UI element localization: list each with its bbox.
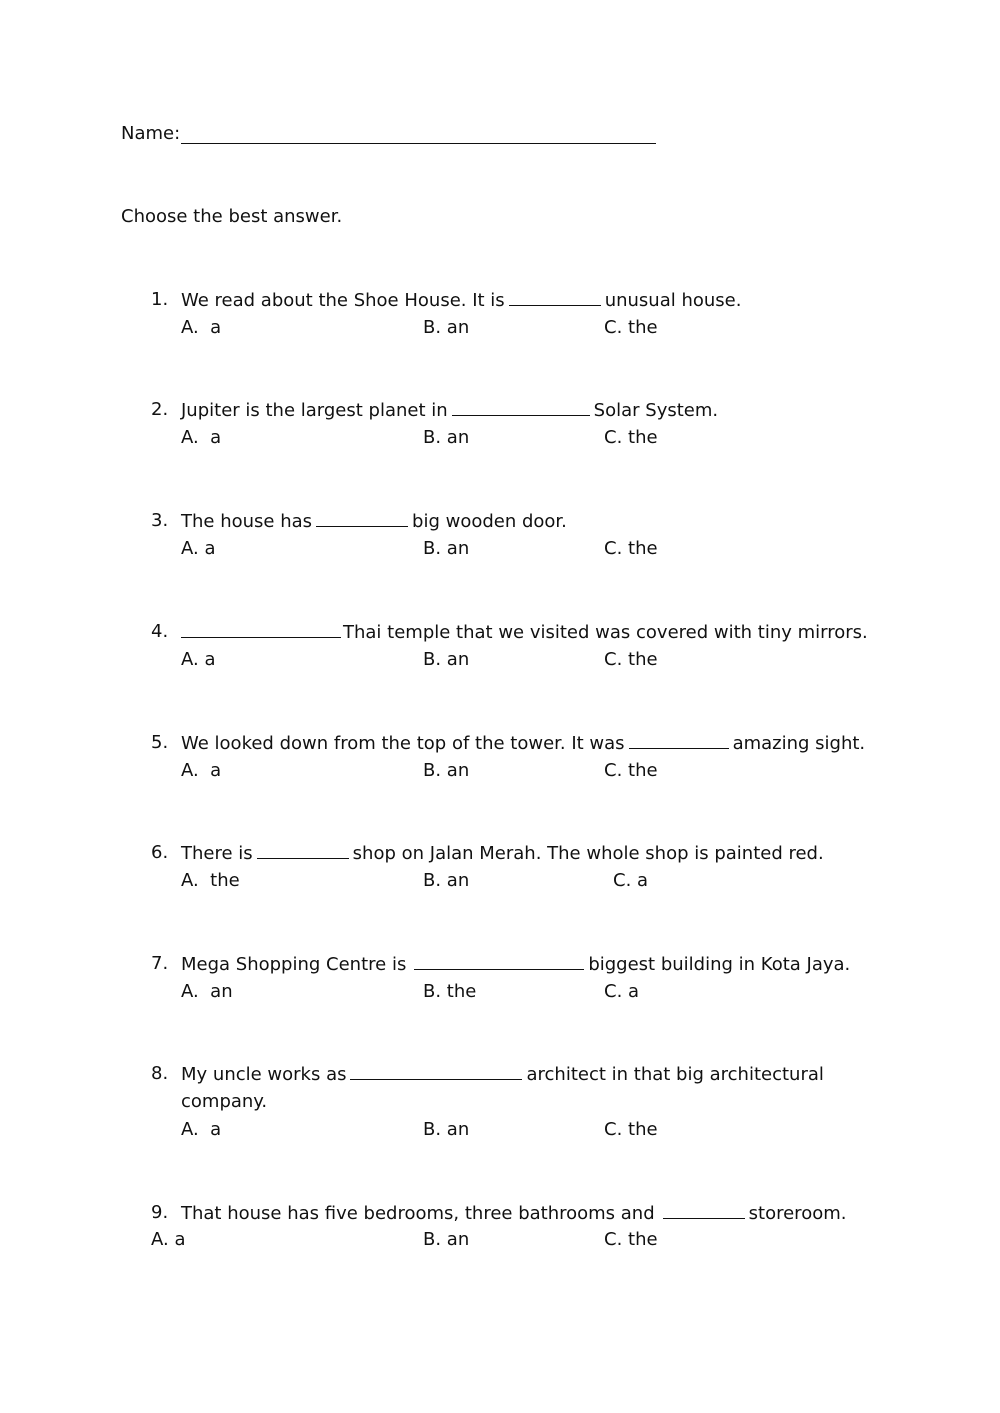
option-c[interactable]: C. the — [604, 427, 658, 448]
option-c[interactable]: C. the — [604, 1229, 658, 1250]
option-a[interactable]: A. a — [181, 760, 222, 781]
answer-blank[interactable] — [629, 731, 729, 749]
answer-blank[interactable] — [414, 952, 584, 970]
option-a[interactable]: A. an — [181, 981, 233, 1002]
question-text: We read about the Shoe House. It is unusual house. — [181, 290, 742, 311]
answer-blank[interactable] — [181, 620, 341, 638]
question-number: 7. — [151, 953, 169, 974]
option-c[interactable]: C. the — [604, 538, 658, 559]
option-a[interactable]: A. the — [181, 870, 240, 891]
option-a[interactable]: A. a — [181, 427, 222, 448]
question-number: 2. — [151, 399, 169, 420]
answer-blank[interactable] — [257, 841, 349, 859]
answer-blank[interactable] — [452, 398, 590, 416]
option-b[interactable]: B. an — [423, 538, 470, 559]
question-number: 6. — [151, 842, 169, 863]
option-b[interactable]: B. an — [423, 1229, 470, 1250]
question-number: 4. — [151, 621, 169, 642]
option-a[interactable]: A. a — [181, 649, 216, 670]
question-text: The house has big wooden door. — [181, 511, 567, 532]
option-a[interactable]: A. a — [181, 1119, 222, 1140]
question-number: 8. — [151, 1063, 169, 1084]
answer-blank[interactable] — [509, 288, 601, 306]
option-c[interactable]: C. a — [613, 870, 649, 891]
option-b[interactable]: B. an — [423, 427, 470, 448]
question-number: 9. — [151, 1202, 169, 1223]
question-text: We looked down from the top of the tower. It was amazing sight. — [181, 733, 866, 754]
question-text: There is shop on Jalan Merah. The whole shop is painted red. — [181, 843, 824, 864]
question-text-continuation: company. — [181, 1091, 268, 1112]
question-text: Thai temple that we visited was covered with tiny mirrors. — [181, 620, 868, 645]
option-b[interactable]: B. an — [423, 870, 470, 891]
name-label: Name: — [121, 123, 181, 144]
question-text: My uncle works as architect in that big architectural — [181, 1064, 824, 1085]
option-a[interactable]: A. a — [181, 317, 222, 338]
question-number: 3. — [151, 510, 169, 531]
option-b[interactable]: B. an — [423, 760, 470, 781]
option-b[interactable]: B. an — [423, 1119, 470, 1140]
answer-blank[interactable] — [316, 509, 408, 527]
option-c[interactable]: C. a — [604, 981, 640, 1002]
question-number: 1. — [151, 289, 169, 310]
question-number: 5. — [151, 732, 169, 753]
option-c[interactable]: C. the — [604, 760, 658, 781]
question-text: Mega Shopping Centre is biggest building in Kota Jaya. — [181, 954, 851, 975]
option-b[interactable]: B. an — [423, 649, 470, 670]
name-input-line[interactable] — [181, 143, 656, 144]
answer-blank[interactable] — [663, 1201, 745, 1219]
option-b[interactable]: B. an — [423, 317, 470, 338]
question-text: That house has five bedrooms, three bathrooms and storeroom. — [181, 1203, 847, 1224]
option-a[interactable]: A. a — [151, 1229, 186, 1250]
option-c[interactable]: C. the — [604, 1119, 658, 1140]
answer-blank[interactable] — [350, 1062, 522, 1080]
option-a[interactable]: A. a — [181, 538, 216, 559]
question-text: Jupiter is the largest planet in Solar System. — [181, 400, 719, 421]
option-b[interactable]: B. the — [423, 981, 477, 1002]
option-c[interactable]: C. the — [604, 317, 658, 338]
option-c[interactable]: C. the — [604, 649, 658, 670]
instruction-text: Choose the best answer. — [121, 206, 343, 227]
